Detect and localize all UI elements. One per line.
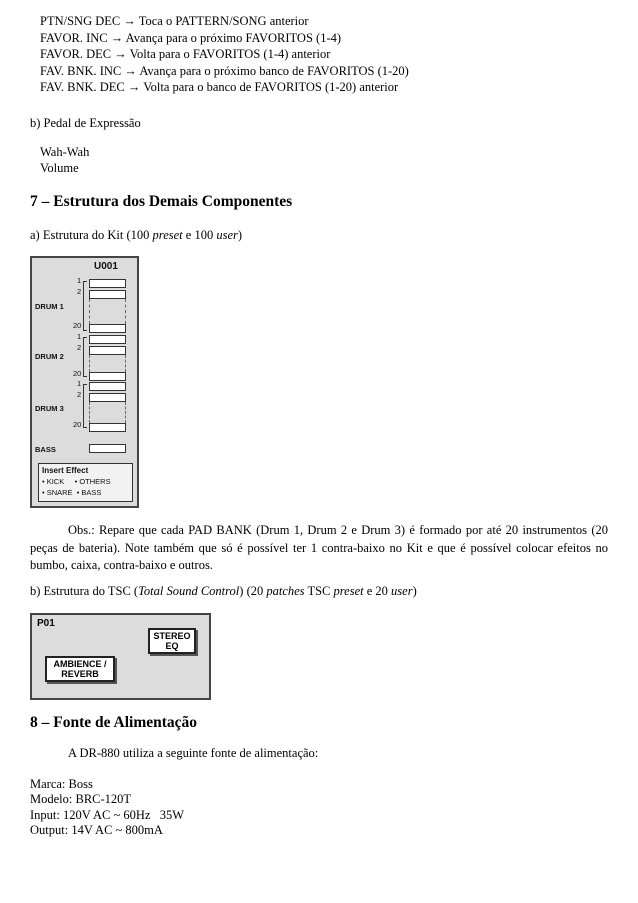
spec-line: Modelo: BRC-120T	[30, 792, 132, 806]
kit-slot	[89, 324, 126, 333]
slot-number: 2	[77, 343, 82, 352]
drum-label: DRUM 2	[35, 352, 64, 361]
list-item: PTN/SNG DEC → Toca o PATTERN/SONG anterior	[40, 14, 309, 28]
section-7-title: 7 – Estrutura dos Demais Componentes	[30, 193, 293, 210]
tsc-id-label: P01	[37, 618, 55, 629]
list-item: FAV. BNK. INC → Avança para o próximo banco de FAVORITOS (1-20)	[40, 64, 409, 78]
spec-line: Output: 14V AC ~ 800mA	[30, 823, 163, 837]
stereo-eq-block: STEREO EQ	[148, 628, 196, 654]
kit-caption: a) Estrutura do Kit (100 preset e 100 user)	[30, 228, 243, 242]
kit-slot	[89, 279, 126, 288]
kit-slot	[89, 382, 126, 391]
bracket	[83, 384, 87, 428]
kit-slot	[89, 346, 126, 355]
kit-slot	[89, 290, 126, 299]
kit-structure-diagram	[30, 256, 139, 508]
ambience-reverb-block: AMBIENCE / REVERB	[45, 656, 115, 682]
slot-column	[89, 355, 126, 372]
slot-number: 20	[73, 321, 82, 330]
pedal-heading: b) Pedal de Expressão	[30, 116, 141, 130]
list-item: FAV. BNK. DEC → Volta para o banco de FAVORITOS (1-20) anterior	[40, 80, 399, 94]
bracket	[83, 281, 87, 331]
slot-number: 20	[73, 369, 82, 378]
drum-label: DRUM 3	[35, 404, 64, 413]
tsc-caption: b) Estrutura do TSC (Total Sound Control) (20 patches TSC preset e 20 user)	[30, 584, 417, 598]
kit-slot	[89, 393, 126, 402]
kit-slot	[89, 423, 126, 432]
slot-column	[89, 402, 126, 423]
list-item: Volume	[40, 161, 79, 175]
tsc-structure-diagram	[30, 613, 211, 700]
section-8-title: 8 – Fonte de Alimentação	[30, 714, 198, 731]
power-intro: A DR-880 utiliza a seguinte fonte de alimentação:	[68, 746, 319, 760]
bracket	[83, 337, 87, 377]
spec-line: Input: 120V AC ~ 60Hz 35W	[30, 808, 185, 822]
drum-label: DRUM 1	[35, 302, 64, 311]
insert-effect-line: • KICK • OTHERS	[42, 477, 111, 486]
kit-slot	[89, 372, 126, 381]
insert-effect-title: Insert Effect	[42, 466, 89, 475]
slot-number: 2	[77, 390, 82, 399]
slot-number: 20	[73, 420, 82, 429]
spec-line: Marca: Boss	[30, 777, 93, 791]
list-item: FAVOR. DEC → Volta para o FAVORITOS (1-4) anterior	[40, 47, 331, 61]
kit-slot	[89, 335, 126, 344]
slot-number: 1	[77, 379, 82, 388]
slot-column	[89, 299, 126, 324]
slot-number: 1	[77, 332, 82, 341]
kit-id-label: U001	[94, 261, 118, 272]
list-item: Wah-Wah	[40, 145, 90, 159]
bass-label: BASS	[35, 445, 56, 454]
bass-slot	[89, 444, 126, 453]
slot-number: 1	[77, 276, 82, 285]
list-item: FAVOR. INC → Avança para o próximo FAVORITOS (1-4)	[40, 31, 342, 45]
slot-number: 2	[77, 287, 82, 296]
obs-paragraph: Obs.: Repare que cada PAD BANK (Drum 1, Drum 2 e Drum 3) é formado por até 20 instrumentos (20 peças de bateria). Note também que só é possível ter 1 contra-baixo no Kit e que é possível colocar efeitos no bumbo, caixa, contra-baixo e outros.	[30, 523, 608, 572]
insert-effect-line: • SNARE • BASS	[42, 488, 102, 497]
insert-effect-box	[38, 463, 133, 502]
